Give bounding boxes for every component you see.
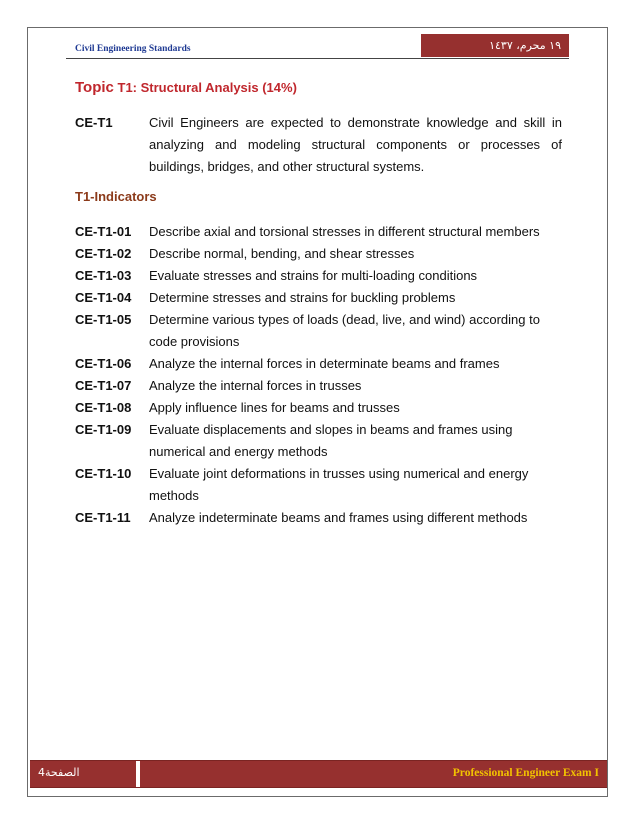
header-date: ١٩ محرم، ١٤٣٧ [489,39,561,52]
header-date-band [421,34,569,57]
competency-code: CE-T1 [75,115,113,130]
indicator-row [75,375,575,397]
indicator-code: CE-T1-10 [75,466,132,481]
indicator-code: CE-T1-08 [75,400,132,415]
indicator-row [75,287,575,309]
indicator-text: Describe normal, bending, and shear stresses [149,246,415,261]
indicator-row [75,463,575,507]
indicators-heading: T1-Indicators [75,189,157,204]
indicator-text: Evaluate displacements and slopes in beams and frames using numerical and energy methods [149,422,513,459]
competency-description: Civil Engineers are expected to demonstrate knowledge and skill in analyzing and modeling structural components or processes of buildings, bridges, and other structural systems. [149,115,562,174]
footer-page-box [30,761,136,787]
topic-word: Topic [75,79,114,96]
indicator-text: Describe axial and torsional stresses in different structural members [149,224,540,239]
indicator-code: CE-T1-06 [75,356,132,371]
indicator-code: CE-T1-01 [75,224,132,239]
header-title: Civil Engineering Standards [75,44,191,54]
indicator-code: CE-T1-09 [75,422,132,437]
indicator-text: Evaluate stresses and strains for multi-loading conditions [149,268,478,283]
exam-title: Professional Engineer Exam I [452,767,599,779]
indicator-row [75,419,575,463]
page-number: الصفحة4 [38,766,80,779]
indicator-row [75,221,575,243]
indicator-row [75,507,575,529]
indicator-text: Evaluate joint deformations in trusses using numerical and energy methods [149,466,529,503]
header-divider [66,58,569,59]
footer-title-box [140,761,607,787]
indicator-text: Determine various types of loads (dead, live, and wind) according to code provisions [149,312,540,349]
section-title [75,79,297,97]
indicator-row [75,397,575,419]
indicator-row [75,309,575,353]
footer-bar [30,760,607,788]
indicator-text: Analyze the internal forces in determinate beams and frames [149,356,500,371]
topic-name: T1: Structural Analysis (14%) [113,80,297,95]
indicator-list [75,221,575,529]
indicator-row [75,265,575,287]
indicator-text: Apply influence lines for beams and trusses [149,400,400,415]
indicator-row [75,353,575,375]
indicator-code: CE-T1-02 [75,246,132,261]
indicator-text: Analyze the internal forces in trusses [149,378,362,393]
indicator-code: CE-T1-05 [75,312,132,327]
indicator-text: Analyze indeterminate beams and frames using different methods [149,510,528,525]
indicator-code: CE-T1-04 [75,290,132,305]
indicator-code: CE-T1-03 [75,268,132,283]
indicator-code: CE-T1-11 [75,510,131,525]
indicator-code: CE-T1-07 [75,378,132,393]
indicator-row [75,243,575,265]
indicator-text: Determine stresses and strains for buckling problems [149,290,456,305]
